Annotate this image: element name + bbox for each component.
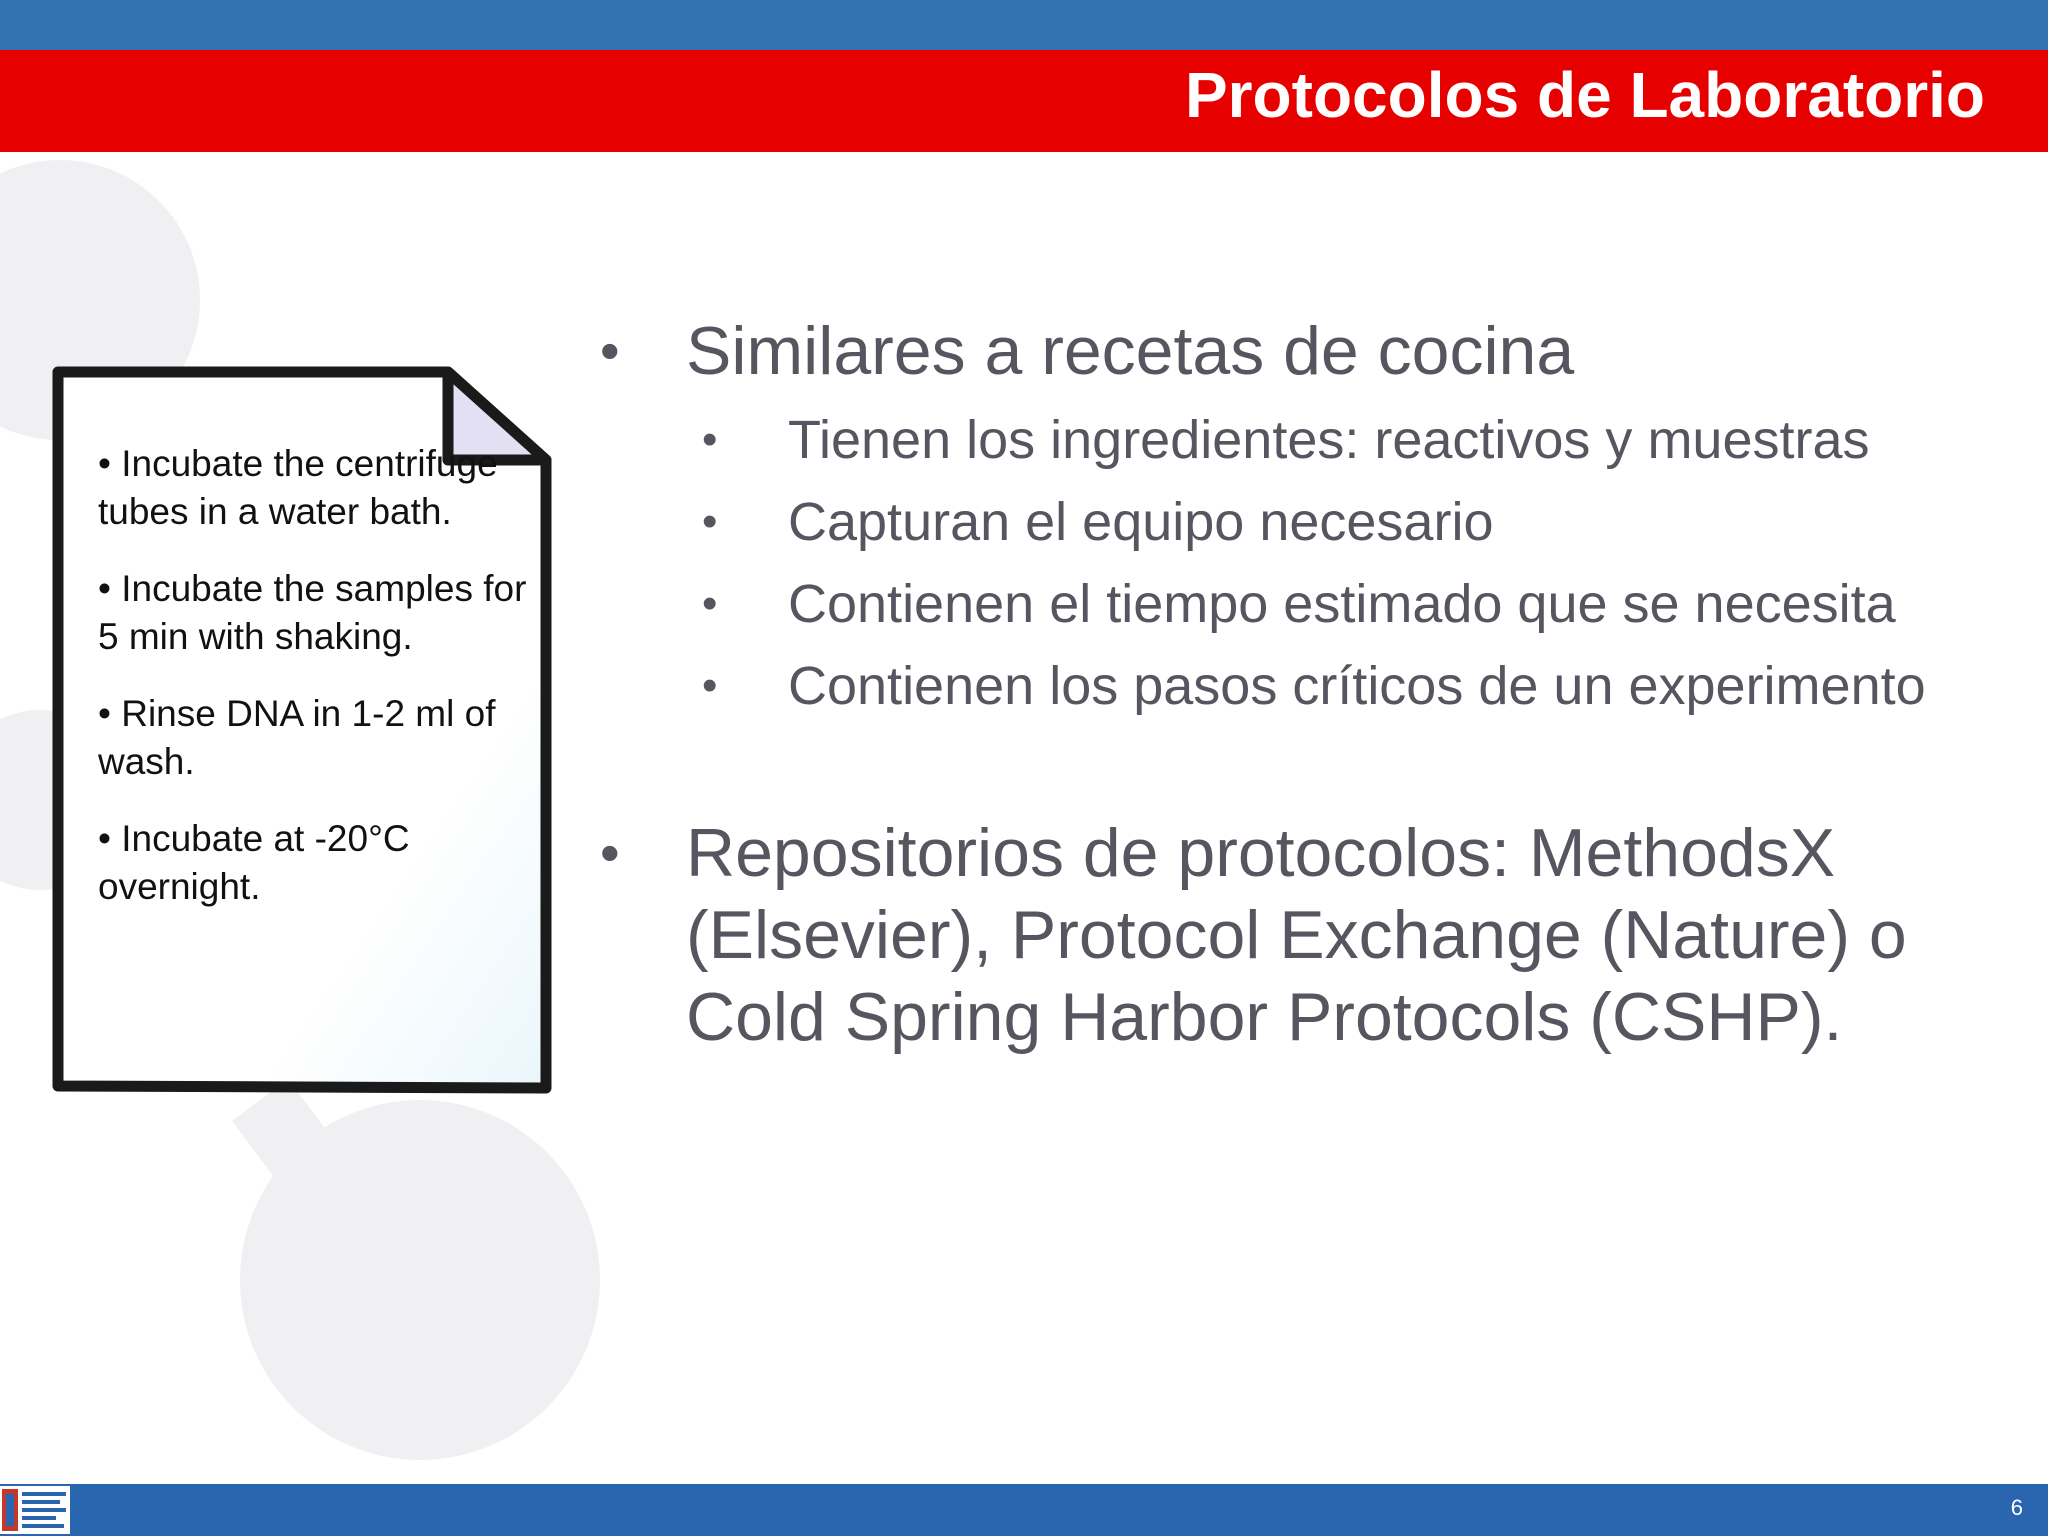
- bullet-dot: •: [702, 661, 718, 710]
- bullet-recipes: [600, 310, 2000, 392]
- bullet-repositories: [600, 812, 2000, 1058]
- note-item: • Incubate the centrifuge tubes in a water bath.: [98, 443, 498, 532]
- sub-bullet: [702, 570, 2000, 638]
- note-item: • Rinse DNA in 1-2 ml of wash.: [98, 693, 496, 782]
- sub-bullet-text: Capturan el equipo necesario: [788, 492, 1494, 552]
- sub-bullet: [702, 652, 2000, 720]
- bullet-dot: •: [600, 319, 620, 382]
- bullet-text: Repositorios de protocolos: MethodsX (Elsevier), Protocol Exchange (Nature) o Cold Spring Harbor Protocols (CSHP).: [686, 815, 1907, 1055]
- bullet-dot: •: [702, 415, 718, 464]
- logo-icon: [0, 1486, 70, 1534]
- protocol-note-illustration: [34, 342, 560, 1124]
- slide-number: 6: [2010, 1495, 2023, 1520]
- sub-bullet: [702, 406, 2000, 474]
- footer-band: [0, 1484, 2048, 1536]
- sub-bullet: [702, 488, 2000, 556]
- bullet-dot: •: [702, 497, 718, 546]
- slide-title: Protocolos de Laboratorio: [1184, 59, 1985, 131]
- slide-body: [600, 310, 2000, 1058]
- bullet-text: Similares a recetas de cocina: [686, 313, 1575, 389]
- note-item: • Incubate the samples for 5 min with shaking.: [98, 568, 527, 657]
- bullet-dot: •: [600, 821, 620, 884]
- sub-bullet-text: Contienen el tiempo estimado que se necesita: [788, 574, 1896, 634]
- sub-bullet-text: Tienen los ingredientes: reactivos y muestras: [788, 410, 1870, 470]
- organization-logo: [0, 1486, 70, 1534]
- bullet-dot: •: [702, 579, 718, 628]
- top-band: [0, 0, 2048, 50]
- sub-bullet-text: Contienen los pasos críticos de un experimento: [788, 656, 1926, 716]
- note-text: [98, 440, 548, 940]
- note-item: • Incubate at -20°C overnight.: [98, 818, 410, 907]
